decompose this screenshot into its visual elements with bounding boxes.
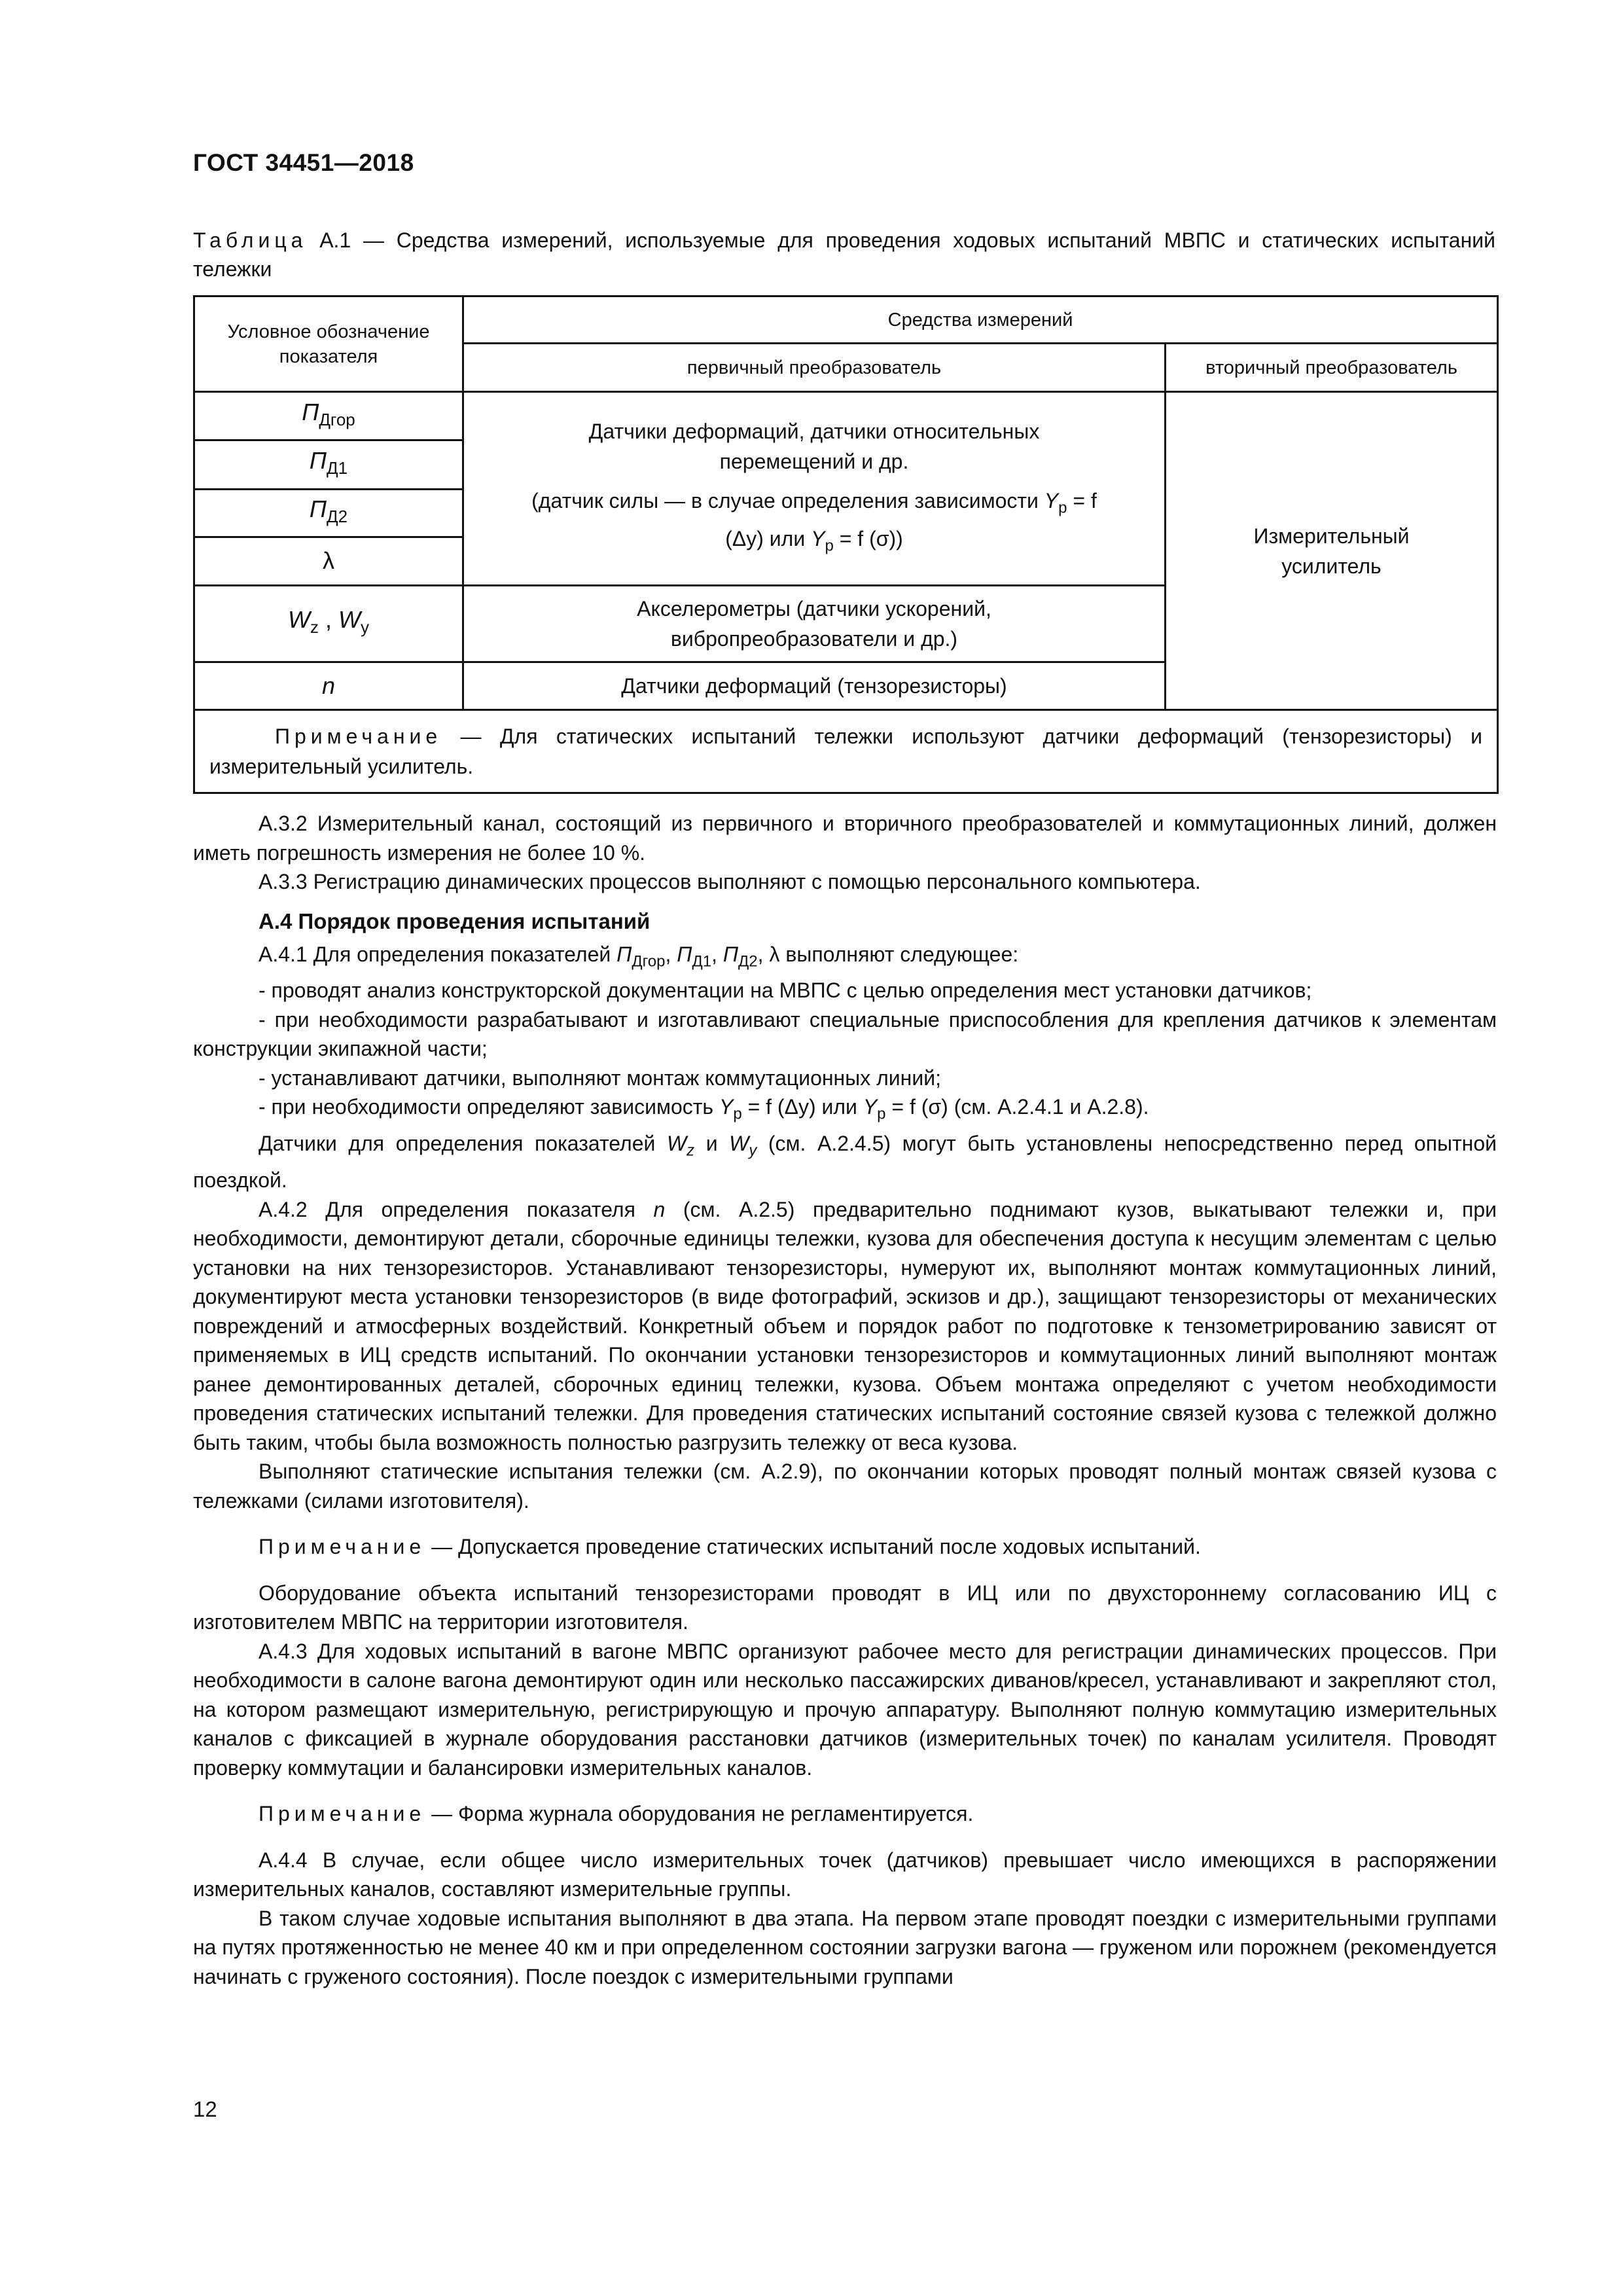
header-indicator: Условное обозначение показателя	[194, 296, 463, 392]
symbol-cell-p-dgor: $П_{Дгор}$	[194, 392, 463, 440]
primary-cell-deformation-sensors	[463, 392, 1166, 586]
note-static-tests: Примечание — Допускается проведение статических испытаний после ходовых испытаний.	[259, 1535, 1201, 1559]
header-measurement-means: Средства измерений	[463, 296, 1498, 344]
paragraph-a33: А.3.3 Регистрацию динамических процессов выполняют с помощью персонального компьютера.	[259, 870, 1201, 893]
table-caption	[193, 226, 1495, 283]
paragraph-two-stages: В таком случае ходовые испытания выполняют в два этапа. На первом этапе проводят поездки с измерительными группами на путях протяженностью не менее 40 км и при определенном состоянии загрузки вагона — груженом или порожнем (рекомендуется начинать с груженого состояния). После поездок с измерительными группами	[193, 1906, 1497, 1988]
table-caption-label: Таблица	[193, 228, 308, 252]
table-caption-text: А.1 — Средства измерений, используемые для проведения ходовых испытаний МВПС и статических испытаний тележки	[193, 228, 1495, 281]
paragraph-a32: А.3.2 Измерительный канал, состоящий из первичного и вторичного преобразователей и коммутационных линий, должен иметь погрешность измерения не более 10 %.	[193, 812, 1497, 865]
list-item-analysis: - проводят анализ конструкторской документации на МВПС с целью определения мест установки датчиков;	[259, 978, 1312, 1003]
paragraph-a41: А.4.1 Для определения показателей $П_{Дгор}$, $П_{Д1}$, $П_{Д2}$, λ выполняют следующее:	[259, 942, 1019, 970]
primary-cell-accelerometers: Акселерометры (датчики ускорений, вибропреобразователи и др.)	[463, 586, 1166, 662]
symbol-cell-p-d1: $П_{Д1}$	[194, 440, 463, 490]
table-note-label: Примечание	[275, 725, 442, 748]
header-primary-converter: первичный преобразователь	[463, 344, 1166, 392]
symbol-cell-n: n	[194, 662, 463, 710]
table-note-text: — Для статических испытаний тележки используют датчики деформаций (тензорезисторы) и измерительный усилитель.	[209, 725, 1483, 778]
symbol-cell-lambda: λ	[194, 537, 463, 586]
paragraph-static-tests: Выполняют статические испытания тележки (см. А.2.9), по окончании которых проводят полный монтаж связей кузова с тележками (силами изготовителя).	[193, 1460, 1497, 1513]
symbol-cell-wz-wy: $W_z$ , $W_y$	[194, 586, 463, 662]
document-body	[193, 809, 1497, 1991]
paragraph-a44: А.4.4 В случае, если общее число измерительных точек (датчиков) превышает число имеющихся в распоряжении измерительных каналов, составляют измерительные группы.	[193, 1848, 1497, 1901]
paragraph-a42: А.4.2 Для определения показателя n (см. А.2.5) предварительно поднимают кузов, выкатывают тележки и, при необходимости, демонтируют детали, сборочные единицы тележки, кузова для обеспечения доступа к несущим элементам с целью установки на них тензорезисторов. Устанавливают тензорезисторы, нумеруют их, выполняют монтаж коммутационных линий, документируют места установки тензорезисторов (в виде фотографий, эскизов и др.), защищают тензорезисторы от механических повреждений и атмосферных воздействий. Конкретный объем и порядок работ по подготовке к тензометрированию зависят от применяемых в ИЦ средств испытаний. По окончании установки тензорезисторов и коммутационных линий выполняют монтаж ранее демонтированных деталей, сборочных единиц тележки, кузова. Объем монтажа определяют с учетом необходимости проведения статических испытаний тележки. Для проведения статических испытаний состояние связей кузова с тележкой должно быть таким, чтобы была возможность полностью разгрузить тележку от веса кузова.	[193, 1197, 1497, 1454]
primary-1-line1: Датчики деформаций, датчики относительных перемещений и др.	[588, 420, 1040, 474]
section-heading-a4: А.4 Порядок проведения испытаний	[259, 908, 651, 933]
list-item-install-sensors: - устанавливают датчики, выполняют монтаж коммутационных линий;	[259, 1066, 941, 1090]
secondary-cell-amplifier: Измерительный усилитель	[1166, 392, 1498, 710]
paragraph-w-sensors: Датчики для определения показателей $W_z$ и $W_y$ (см. А.2.4.5) могут быть установлены непосредственно перед опытной поездкой.	[193, 1132, 1497, 1193]
standard-header: ГОСТ 34451—2018	[193, 149, 414, 176]
paragraph-equipment: Оборудование объекта испытаний тензорезисторами проводят в ИЦ или по двухстороннему согласованию ИЦ с изготовителем МВПС на территории изготовителя.	[193, 1581, 1497, 1634]
table-note	[194, 710, 1498, 793]
primary-cell-strain-gauges: Датчики деформаций (тензорезисторы)	[463, 662, 1166, 710]
list-item-fixtures: - при необходимости разрабатывают и изготавливают специальные приспособления для крепления датчиков к элементам конструкции экипажной части;	[193, 1007, 1497, 1061]
list-item-dependency: - при необходимости определяют зависимость $Y_р = f$ (Δy) или $Y_р = f$ (σ) (см. А.2.4.1 и А.2.8).	[259, 1095, 1149, 1123]
measurement-means-table	[193, 295, 1499, 794]
header-secondary-converter: вторичный преобразователь	[1166, 344, 1498, 392]
paragraph-a43: А.4.3 Для ходовых испытаний в вагоне МВПС организуют рабочее место для регистрации динамических процессов. При необходимости в салоне вагона демонтируют один или несколько пассажирских диванов/кресел, устанавливают и закрепляют стол, на котором размещают измерительную, регистрирующую и прочую аппаратуру. Выполняют полную коммутацию измерительных каналов с фиксацией в журнале оборудования расстановки датчиков (измерительных точек) по каналам усилителя. Проводят проверку коммутации и балансировки измерительных каналов.	[193, 1639, 1497, 1780]
note-journal: Примечание — Форма журнала оборудования не регламентируется.	[259, 1802, 974, 1826]
page-number: 12	[193, 2097, 217, 2121]
primary-1-line2: (датчик силы — в случае определения зависимости $Y_р = f$ (Δy) или $Y_р = f$ (σ))	[531, 489, 1097, 554]
symbol-cell-p-d2: $П_{Д2}$	[194, 490, 463, 537]
